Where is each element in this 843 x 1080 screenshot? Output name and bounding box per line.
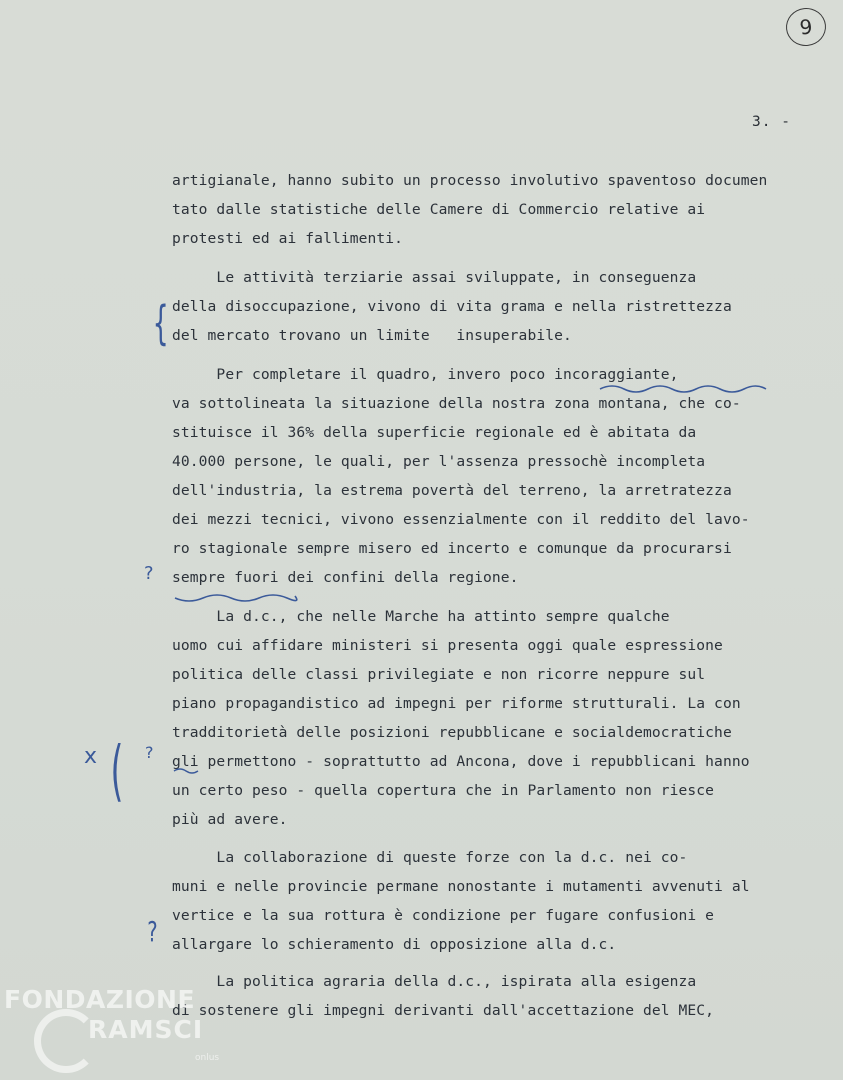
watermark-small: onlus <box>195 1053 220 1063</box>
text-line: del mercato trovano un limite insuperabile. <box>172 327 572 344</box>
text-line: stituisce il 36% della superficie regionale ed è abitata da <box>172 424 697 441</box>
text-line: La collaborazione di queste forze con la d.c. nei co- <box>172 849 688 866</box>
margin-question-mark: ? <box>145 743 154 762</box>
typed-page-number: 3. - <box>752 114 791 130</box>
watermark-line2: RAMSCI <box>88 1015 204 1044</box>
circled-page-number: 9 <box>784 6 828 48</box>
margin-question-mark: ? <box>144 563 154 584</box>
text-line: muni e nelle provincie permane nonostante i mutamenti avvenuti al <box>172 878 750 895</box>
text-line: dei mezzi tecnici, vivono essenzialmente con il reddito del lavo- <box>172 511 750 528</box>
margin-parenthesis-mark: ( <box>110 732 124 809</box>
text-line: protesti ed ai fallimenti. <box>172 230 404 247</box>
text-line: politica delle classi privilegiate e non ricorre neppure sul <box>172 666 706 683</box>
text-line: Per completare il quadro, invero poco incoraggiante, <box>172 366 679 383</box>
text-line: allargare lo schieramento di opposizione alla d.c. <box>172 936 617 953</box>
text-line: La d.c., che nelle Marche ha attinto sempre qualche <box>172 608 670 625</box>
text-line: più ad avere. <box>172 811 288 828</box>
text-line: artigianale, hanno subito un processo involutivo spaventoso documen <box>172 172 768 189</box>
text-line: sempre fuori dei confini della regione. <box>172 569 519 586</box>
text-line: tato dalle statistiche delle Camere di Commercio relative ai <box>172 201 706 218</box>
text-line: di sostenere gli impegni derivanti dall'accettazione del MEC, <box>172 1002 715 1019</box>
margin-bracket-mark: { <box>152 296 169 350</box>
margin-question-mark: ? <box>147 915 158 948</box>
text-line: vertice e la sua rottura è condizione per fugare confusioni e <box>172 907 715 924</box>
wavy-underline <box>600 386 766 392</box>
wavy-underline <box>175 595 297 601</box>
watermark-line1: FONDAZIONE <box>4 985 196 1014</box>
text-line: uomo cui affidare ministeri si presenta oggi quale espressione <box>172 637 723 654</box>
text-line: La politica agraria della d.c., ispirata alla esigenza <box>172 973 697 990</box>
text-line: gli permettono - soprattutto ad Ancona, dove i repubblicani hanno <box>172 753 750 770</box>
text-line: piano propagandistico ad impegni per riforme strutturali. La con <box>172 695 741 712</box>
text-line: dell'industria, la estrema povertà del terreno, la arretratezza <box>172 482 732 499</box>
fondazione-gramsci-watermark <box>0 985 230 1075</box>
text-line: della disoccupazione, vivono di vita grama e nella ristrettezza <box>172 298 732 315</box>
text-line: ro stagionale sempre misero ed incerto e comunque da procurarsi <box>172 540 732 557</box>
text-line: va sottolineata la situazione della nostra zona montana, che co- <box>172 395 741 412</box>
margin-cross-mark: x <box>84 744 98 769</box>
text-line: Le attività terziarie assai sviluppate, in conseguenza <box>172 269 697 286</box>
text-line: tradditorietà delle posizioni repubblicane e socialdemocratiche <box>172 724 732 741</box>
text-line: 40.000 persone, le quali, per l'assenza pressochè incompleta <box>172 453 706 470</box>
text-line: un certo peso - quella copertura che in Parlamento non riesce <box>172 782 715 799</box>
